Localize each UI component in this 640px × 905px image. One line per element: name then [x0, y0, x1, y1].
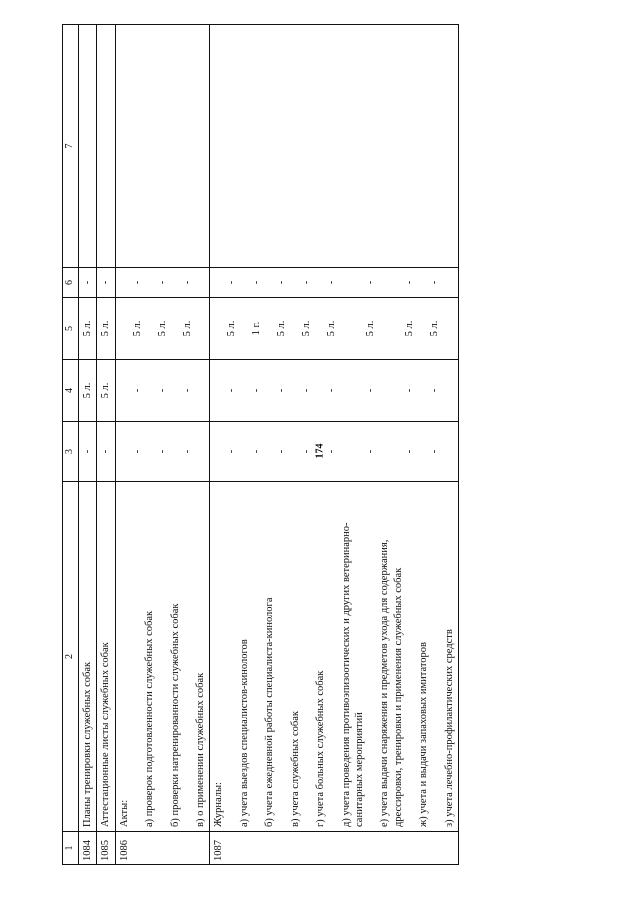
document-title: Планы тренировки служебных собак — [81, 661, 93, 827]
document-subitem: ж) учета и выдачи запаховых имитаторов — [418, 641, 430, 827]
col6-cell — [78, 268, 96, 298]
notes-cell — [115, 25, 210, 268]
retention-value: - — [181, 449, 193, 454]
retention-value: - — [404, 388, 416, 393]
retention-value: - — [276, 449, 288, 454]
retention-value: - — [131, 388, 143, 393]
table-row — [97, 25, 115, 865]
retention-value: - — [131, 449, 143, 454]
retention-value: 5 л. — [81, 382, 93, 399]
rotated-table-container — [62, 25, 612, 865]
retention-value: - — [81, 449, 93, 454]
col6-cell — [97, 268, 115, 298]
retention-value: - — [365, 280, 377, 285]
retention-value: - — [100, 280, 112, 285]
retention-value: 5 л. — [429, 320, 441, 337]
col4-cell — [210, 360, 459, 422]
retention-value: - — [326, 449, 338, 454]
col-header-6: 6 — [63, 268, 79, 298]
retention-value: 5 л. — [276, 320, 288, 337]
col4-cell — [97, 360, 115, 422]
col5-cell — [115, 298, 210, 360]
retention-value: - — [251, 388, 263, 393]
col5-cell — [78, 298, 96, 360]
col-header-7: 7 — [63, 25, 79, 268]
retention-value: - — [156, 280, 168, 285]
col3-cell — [115, 422, 210, 482]
retention-value: - — [181, 280, 193, 285]
retention-value: - — [404, 449, 416, 454]
retention-value: - — [429, 449, 441, 454]
col4-cell — [78, 360, 96, 422]
retention-value: - — [326, 280, 338, 285]
retention-value: - — [226, 449, 238, 454]
retention-value: - — [251, 449, 263, 454]
table-row — [78, 25, 96, 865]
retention-value: - — [81, 280, 93, 285]
retention-value: - — [429, 280, 441, 285]
table-body — [78, 25, 458, 865]
nomenclature-table — [62, 24, 459, 865]
retention-value: - — [181, 388, 193, 393]
table-row — [115, 25, 210, 865]
retention-value: - — [226, 388, 238, 393]
article-number-cell: 1086 — [115, 832, 210, 865]
retention-value: - — [276, 280, 288, 285]
retention-value: - — [301, 280, 313, 285]
table-row — [210, 25, 459, 865]
col5-cell — [97, 298, 115, 360]
document-subitem: б) проверки натренированности служебных собак — [169, 603, 181, 827]
retention-value: - — [429, 388, 441, 393]
document-subitem: а) учета выездов специалистов-кинологов — [238, 639, 250, 827]
notes-cell — [78, 25, 96, 268]
document-title-cell — [115, 482, 210, 832]
article-number-cell: 1087 — [210, 832, 459, 865]
retention-value: - — [100, 449, 112, 454]
col5-cell — [210, 298, 459, 360]
document-subitem: в) о применении служебных собак — [194, 672, 206, 827]
retention-value: - — [365, 449, 377, 454]
col6-cell — [115, 268, 210, 298]
retention-value: - — [251, 280, 263, 285]
document-subitem: з) учета лечебно-профилактических средств — [443, 629, 455, 827]
notes-cell — [210, 25, 459, 268]
retention-value: 1 г. — [251, 321, 263, 336]
document-subitem: б) учета ежедневной работы специалиста-кинолога — [264, 597, 276, 827]
col-header-3: 3 — [63, 422, 79, 482]
col6-cell — [210, 268, 459, 298]
retention-value: - — [301, 388, 313, 393]
document-title-cell — [210, 482, 459, 832]
notes-cell — [97, 25, 115, 268]
document-subitem: е) учета выдачи снаряжения и предметов ухода для содержания, дрессировки, тренировки и применения служебных собак — [379, 539, 404, 827]
col-header-2: 2 — [63, 482, 79, 832]
retention-value: 5 л. — [181, 320, 193, 337]
retention-value: - — [131, 280, 143, 285]
col-header-1: 1 — [63, 832, 79, 865]
col3-cell — [97, 422, 115, 482]
page-number-text: 174 — [314, 443, 326, 459]
retention-value: - — [301, 449, 313, 454]
retention-value: - — [156, 449, 168, 454]
retention-value: 5 л. — [156, 320, 168, 337]
retention-value: 5 л. — [100, 320, 112, 337]
document-title: Акты: — [118, 799, 130, 827]
retention-value: - — [156, 388, 168, 393]
col-header-5: 5 — [63, 298, 79, 360]
retention-value: 5 л. — [100, 382, 112, 399]
retention-value: - — [365, 388, 377, 393]
col4-cell — [115, 360, 210, 422]
col3-cell — [210, 422, 459, 482]
retention-value: - — [404, 280, 416, 285]
retention-value: 5 л. — [226, 320, 238, 337]
document-subitem: а) проверок подготовленности служебных собак — [144, 610, 156, 827]
col-header-4: 4 — [63, 360, 79, 422]
document-subitem: г) учета больных служебных собак — [315, 670, 327, 827]
retention-value: - — [276, 388, 288, 393]
column-number-row — [63, 25, 79, 865]
document-title-cell — [97, 482, 115, 832]
article-number-cell: 1084 — [78, 832, 96, 865]
retention-value: 5 л. — [81, 320, 93, 337]
col3-cell — [78, 422, 96, 482]
document-title: Журналы: — [213, 782, 225, 827]
document-subitem: в) учета служебных собак — [289, 711, 301, 827]
retention-value: 5 л. — [131, 320, 143, 337]
retention-value: - — [326, 388, 338, 393]
document-subitem: д) учета проведения противоэпизоотических и других ветеринарно-санитарных мероприятий — [340, 522, 366, 827]
retention-value: - — [226, 280, 238, 285]
document-title: Аттестационные листы служебных собак — [100, 642, 112, 827]
retention-value: 5 л. — [365, 320, 377, 337]
document-title-cell — [78, 482, 96, 832]
retention-value: 5 л. — [404, 320, 416, 337]
article-number-cell: 1085 — [97, 832, 115, 865]
retention-value: 5 л. — [326, 320, 338, 337]
retention-value: 5 л. — [301, 320, 313, 337]
